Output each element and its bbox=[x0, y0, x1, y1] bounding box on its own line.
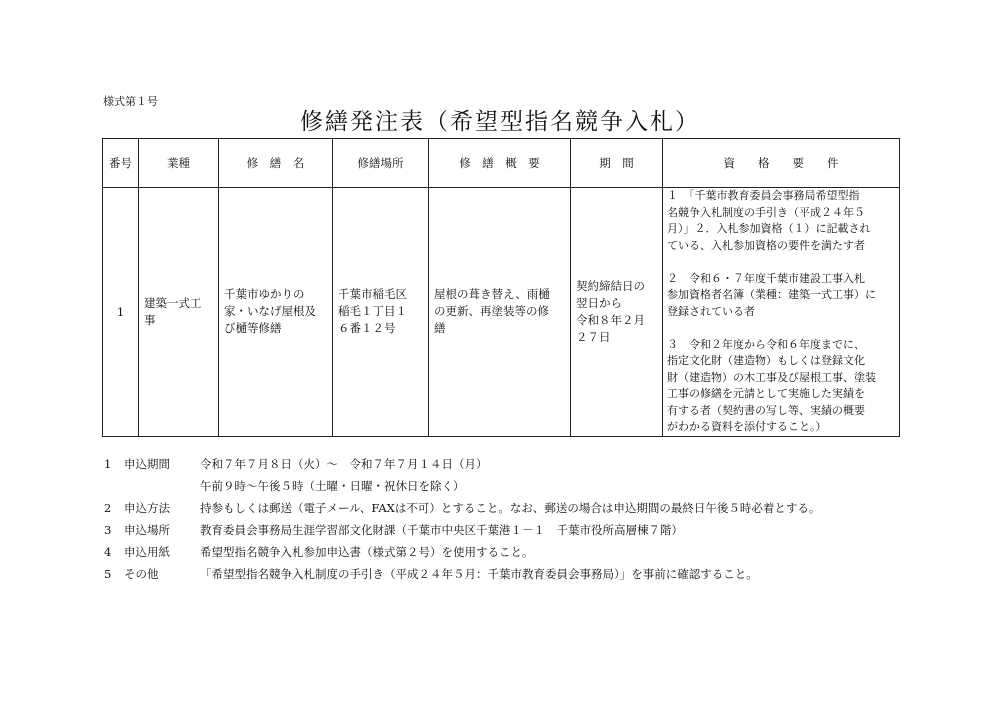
page-title: 修繕発注表（希望型指名競争入札） bbox=[300, 109, 700, 135]
table-row bbox=[103, 188, 900, 437]
cell-summary bbox=[429, 188, 571, 437]
location-text: 千葉市稲毛区 稲毛１丁目１ ６番１２号 bbox=[338, 287, 407, 336]
note-text: 教育委員会事務局生涯学習部文化財課（千葉市中央区千葉港１－１ 千葉市役所高層棟７階） bbox=[200, 523, 683, 537]
note-label: その他 bbox=[124, 567, 159, 581]
note-text: 希望型指名競争入札参加申込書（様式第２号）を使用すること。 bbox=[200, 545, 534, 559]
header-repair-name: 修 繕 名 bbox=[219, 139, 333, 188]
note-subtext: 午前９時～午後５時（土曜・日曜・祝休日を除く） bbox=[200, 479, 465, 493]
note-label: 申込方法 bbox=[124, 501, 170, 515]
cell-repair-name bbox=[219, 188, 333, 437]
note-number: 2 bbox=[104, 501, 112, 515]
note-number: 1 bbox=[104, 457, 112, 471]
note-text: 持参もしくは郵送（電子メール、FAXは不可）とすること。なお、郵送の場合は申込期間の最終日午後５時必着とする。 bbox=[200, 501, 821, 515]
header-location: 修繕場所 bbox=[333, 139, 429, 188]
cell-requirements: １ 「千葉市教育委員会事務局希望型指 名競争入札制度の手引き（平成２４年５ 月）」２．入札参加資格（１）に記載され ている、入札参加資格の要件を満たす者 ２ 令和６・７年度千葉市建設工事入札 参加資格者名簿（業種：建築一式工事）に 登録されている者 ３ 令和２年度から令和６年度までに、 指定文化財（建造物）もしくは登録文化 財（建造物）の木工事及び屋根工事、塗装 工事の修繕を元請として実施した実績を 有する者（契約書の写し等、実績の概要 がわかる資料を添付すること。） bbox=[663, 188, 900, 437]
repair-order-table bbox=[102, 138, 900, 437]
cell-location bbox=[333, 188, 429, 437]
note-number: 5 bbox=[104, 567, 112, 581]
period-text: 契約締結日の 翌日から 令和８年２月 ２７日 bbox=[576, 278, 645, 344]
industry-text: 建築一式工 事 bbox=[144, 295, 202, 327]
note-label: 申込期間 bbox=[124, 457, 170, 471]
note-text: 令和７年７月８日（火）～ 令和７年７月１４日（月） bbox=[200, 457, 488, 471]
header-industry: 業種 bbox=[139, 139, 219, 188]
cell-industry bbox=[139, 188, 219, 437]
repair-name-text: 千葉市ゆかりの 家・いなげ屋根及 び樋等修繕 bbox=[224, 287, 316, 336]
header-requirements: 資 格 要 件 bbox=[663, 139, 900, 188]
header-number: 番号 bbox=[103, 139, 139, 188]
form-number: 様式第１号 bbox=[103, 95, 158, 108]
cell-period bbox=[571, 188, 663, 437]
header-period: 期 間 bbox=[571, 139, 663, 188]
note-number: 3 bbox=[104, 523, 112, 537]
cell-number: 1 bbox=[103, 188, 139, 437]
summary-text: 屋根の葺き替え、雨樋 の更新、再塗装等の修 繕 bbox=[434, 287, 550, 336]
header-summary: 修 繕 概 要 bbox=[429, 139, 571, 188]
note-text: 「希望型指名競争入札制度の手引き（平成２４年５月：千葉市教育委員会事務局）」を事前に確認すること。 bbox=[200, 567, 758, 581]
note-label: 申込場所 bbox=[124, 523, 170, 537]
table-header-row bbox=[103, 139, 900, 188]
note-number: 4 bbox=[104, 545, 112, 559]
note-label: 申込用紙 bbox=[124, 545, 170, 559]
